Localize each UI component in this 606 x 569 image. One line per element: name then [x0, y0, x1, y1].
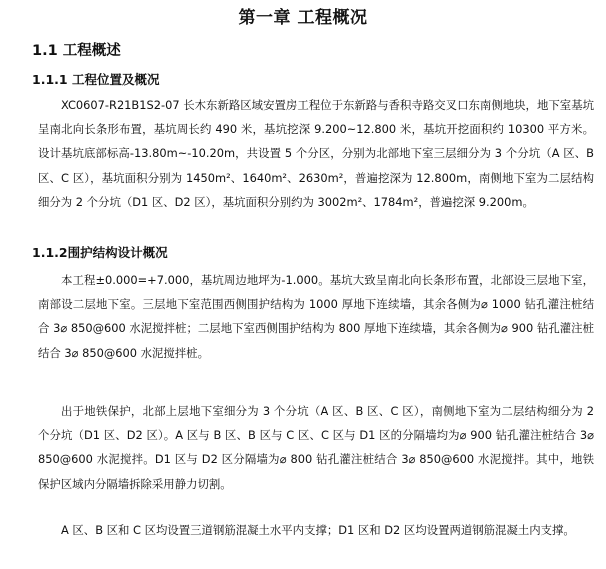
- section-heading-1-1-2: 1.1.2围护结构设计概况: [32, 245, 168, 260]
- paragraph-subway-protection: 出于地铁保护，北部上层地下室细分为 3 个分坑（A 区、B 区、C 区），南侧地下室为二层结构细分为 2 个分坑（D1 区、D2 区）。A 区与 B 区、B 区与 C 区、C 区与 D1 区的分隔墙均为⌀ 900 钻孔灌注桩结合 3⌀ 850@600 水泥搅拌。D1 区与 D2 区分隔墙为⌀ 800 钻孔灌注桩结合 3⌀ 850@600 水泥搅拌。其中，地铁保护区域内分隔墙拆除采用静力切割。: [38, 404, 594, 491]
- paragraph-internal-support: A 区、B 区和 C 区均设置三道钢筋混凝土水平内支撑；D1 区和 D2 区均设置两道钢筋混凝土内支撑。: [61, 523, 575, 537]
- chapter-title: 第一章 工程概况: [238, 8, 368, 28]
- section-heading-1-1: 1.1 工程概述: [32, 43, 121, 59]
- section-heading-1-1-1: 1.1.1 工程位置及概况: [32, 72, 160, 87]
- paragraph-retaining-structure: 本工程±0.000=+7.000，基坑周边地坪为-1.000。基坑大致呈南北向长条形布置，北部设三层地下室，南部设二层地下室。三层地下室范围西侧围护结构为 1000 厚地下连续墙，其余各侧为⌀ 1000 钻孔灌注桩结合 3⌀ 850@600 水泥搅拌桩；二层地下室西侧围护结构为 800 厚地下连续墙，其余各侧为⌀ 900 钻孔灌注桩结合 3⌀ 850@600 水泥搅拌桩。: [38, 273, 594, 360]
- paragraph-project-location: XC0607-R21B1S2-07 长木东新路区域安置房工程位于东新路与香积寺路交叉口东南侧地块，地下室基坑呈南北向长条形布置，基坑周长约 490 米，基坑挖深 9.200~12.800 米，基坑开挖面积约 10300 平方米。设计基坑底部标高-13.80m~-10.20m，共设置 5 个分区，分别为北部地下室三层细分为 3 个分坑（A 区、B 区、C 区），基坑面积分别为 1450m²、1640m²、2630m²，普遍挖深为 12.800m，南侧地下室为二层结构细分为 2 个分坑（D1 区、D2 区），基坑面积分别约为 3002m²、1784m²，普遍挖深 9.200m。: [38, 98, 594, 209]
